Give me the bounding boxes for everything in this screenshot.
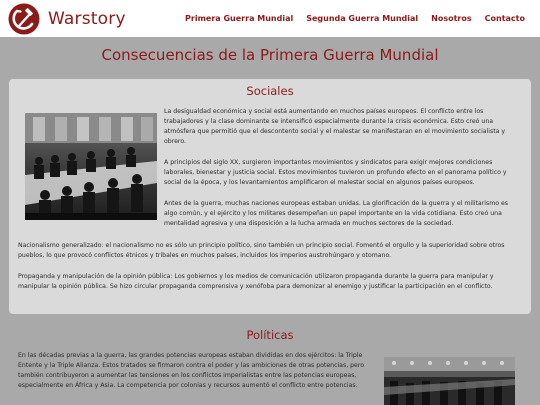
sociales-paragraph: Nacionalismo generalizado: el nacionalismo no es sólo un principio político, sino también un principio social. Fomentó el orgullo y la superioridad sobre otros pueblos, lo que provocó conflictos étnicos y tribales en muchos países, incluidos los imperios austrohúngaro y otomano. — [18, 242, 505, 259]
nav-link-nosotros[interactable]: Nosotros — [431, 14, 472, 23]
brand[interactable] — [8, 3, 126, 35]
politicas-title: Políticas — [246, 328, 294, 342]
brand-name: Warstory — [48, 8, 126, 29]
sociales-paragraph: La desigualdad económica y social está aumentando en muchos países europeos. El conflicto entre los trabajadores y la clase dominante se intensificó especialmente durante la crisis económica. Esto creó una atmósfera que permitió que el descontento social y el malestar se manifestaran en el movimiento socialista y obrero. — [164, 108, 506, 145]
politicas-photo — [384, 357, 515, 405]
page-title: Consecuencias de la Primera Guerra Mundial — [101, 46, 439, 64]
sociales-paragraph: Antes de la guerra, muchas naciones europeas estaban unidas. La glorificación de la guerra y el militarismo es algo común, y el ejército y los militares desempeñan un papel importante en la vida cotidiana. Esto creó una mentalidad agresiva y una disposición a la lucha armada en muchos sectores de la sociedad. — [164, 200, 509, 227]
navbar — [0, 0, 540, 37]
politicas-paragraph: En las décadas previas a la guerra, las grandes potencias europeas estaban divididas en dos ejércitos: la Triple Entente y la Triple Alianza. Estos tratados se firmaron contra el poder y las ambiciones de otras potencias, pero también contribuyeron a aumentar las tensiones en los conflictos imperialistas entre las potencias europeas, especialmente en África y Asia. La competencia por colonias y recursos aumentó el conflicto entre potencias. — [18, 352, 365, 389]
sociales-card — [9, 79, 531, 314]
sociales-paragraph: Propaganda y manipulación de la opinión pública: Los gobiernos y los medios de comunicación utilizaron propaganda durante la guerra para manipular y manipular la opinión pública. Se hizo circular propaganda comprensiva y xenófoba para demonizar al enemigo y justificar la participación en el conflicto. — [18, 273, 494, 290]
nav-link-primera-guerra[interactable]: Primera Guerra Mundial — [185, 14, 294, 23]
sociales-title: Sociales — [246, 84, 294, 98]
sociales-paragraph: A principios del siglo XX, surgieron importantes movimientos y sindicatos para exigir mejores condiciones laborales, bienestar y justicia social. Estos movimientos tuvieron un profundo efecto en el panorama político y social de la época, y los levantamientos amplificaron el malestar social en algunos países europeos. — [164, 159, 507, 186]
hammer-sickle-icon — [8, 3, 40, 35]
nav-link-contacto[interactable]: Contacto — [484, 14, 525, 23]
sociales-photo — [25, 113, 157, 220]
nav-links — [185, 0, 525, 37]
nav-link-segunda-guerra[interactable]: Segunda Guerra Mundial — [306, 14, 419, 23]
